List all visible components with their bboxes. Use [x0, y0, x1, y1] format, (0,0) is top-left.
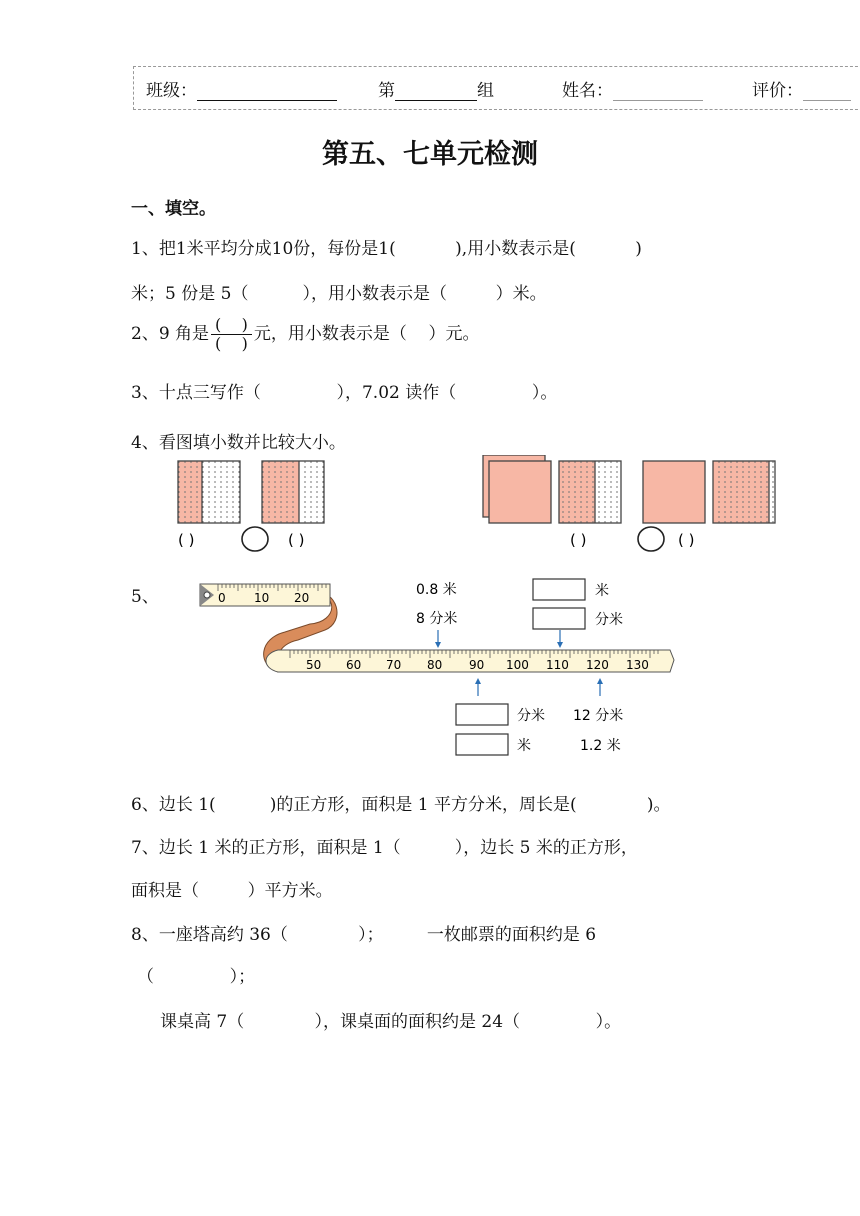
name-field — [562, 76, 703, 101]
decimal-grid-figures — [170, 455, 790, 555]
question-4: 4、看图填小数并比较大小。 — [131, 433, 346, 453]
question-2-prefix: 2、9 角是 — [131, 324, 210, 344]
question-7-line-2: 面积是（ ）平方米。 — [131, 881, 333, 901]
compare-circle-left[interactable] — [242, 527, 268, 551]
grade-field — [752, 76, 851, 101]
blank-left-1[interactable]: ( ) — [178, 531, 195, 549]
question-2-suffix: 元，用小数表示是（ ）元。 — [253, 324, 480, 344]
answer-box-lower-m[interactable] — [456, 734, 508, 755]
blank-left-2[interactable]: ( ) — [288, 531, 305, 549]
arrow-down-110 — [557, 630, 563, 648]
question-8-line-1: 8、一座塔高约 36（ ）； 一枚邮票的面积约是 6 — [131, 925, 597, 945]
group-prefix: 第 — [378, 81, 395, 101]
fraction-denominator[interactable]: ( ) — [215, 334, 248, 353]
blank-right-2[interactable]: ( ) — [678, 531, 695, 549]
answer-box-upper-dm[interactable] — [533, 608, 585, 629]
label-8-dm: 8 分米 — [416, 611, 458, 627]
compare-circle-right[interactable] — [638, 527, 664, 551]
question-3: 3、十点三写作（ ），7.02 读作（ ）。 — [131, 383, 558, 403]
question-2 — [131, 316, 480, 353]
question-5-number: 5、 — [131, 587, 159, 607]
unit-lower-dm: 分米 — [517, 708, 545, 724]
fraction-numerator[interactable]: ( ) — [211, 316, 252, 335]
page-title: 第五、七单元检测 — [322, 139, 538, 170]
section-heading: 一、填空。 — [131, 199, 216, 219]
tape-label-60: 60 — [346, 658, 362, 672]
tape-label-120: 120 — [586, 658, 609, 672]
question-7-line-1: 7、边长 1 米的正方形，面积是 1（ ），边长 5 米的正方形， — [131, 838, 638, 858]
tape-label-90: 90 — [469, 658, 485, 672]
tape-label-80: 80 — [427, 658, 443, 672]
tape-label-70: 70 — [386, 658, 402, 672]
name-blank[interactable] — [613, 82, 703, 101]
tape-label-110: 110 — [546, 658, 569, 672]
tape-label-top-20: 20 — [294, 591, 310, 605]
unit-upper-dm: 分米 — [595, 612, 623, 628]
tape-label-130: 130 — [626, 658, 649, 672]
name-label: 姓名： — [562, 81, 613, 101]
group-suffix: 组 — [477, 81, 494, 101]
question-8-line-3: 课桌高 7（ ），课桌面的面积约是 24（ ）。 — [160, 1012, 622, 1032]
grid-figure-left-1 — [178, 461, 240, 523]
tape-label-top-0: 0 — [218, 591, 226, 605]
arrow-down-80 — [435, 630, 441, 648]
tape-label-top-10: 10 — [254, 591, 270, 605]
arrow-up-88 — [475, 678, 481, 696]
grid-figure-left-2 — [262, 461, 324, 523]
unit-lower-m: 米 — [517, 738, 531, 754]
question-6: 6、边长 1( )的正方形，面积是 1 平方分米，周长是( )。 — [131, 795, 671, 815]
measuring-tape-figure — [190, 572, 690, 767]
class-label: 班级： — [146, 81, 197, 101]
tape-label-100: 100 — [506, 658, 529, 672]
group-field — [378, 76, 494, 101]
grid-figure-right-2 — [643, 461, 775, 523]
class-blank[interactable] — [197, 82, 337, 101]
question-8-line-2: （ ）； — [137, 967, 256, 987]
tape-label-50: 50 — [306, 658, 322, 672]
tape-top — [200, 584, 330, 606]
class-field — [146, 76, 337, 101]
blank-right-1[interactable]: ( ) — [570, 531, 587, 549]
label-0-8-m: 0.8 米 — [416, 582, 457, 598]
unit-upper-m: 米 — [595, 583, 609, 599]
fraction — [211, 316, 252, 353]
question-1-line-2: 米；5 份是 5（ ），用小数表示是（ ）米。 — [131, 284, 547, 304]
answer-box-upper-m[interactable] — [533, 579, 585, 600]
tape-main — [266, 650, 674, 672]
answer-box-lower-dm[interactable] — [456, 704, 508, 725]
grade-label: 评价： — [752, 81, 803, 101]
arrow-up-120 — [597, 678, 603, 696]
label-12-dm: 12 分米 — [573, 708, 624, 724]
label-1-2-m: 1.2 米 — [580, 738, 621, 754]
question-1-line-1: 1、把1米平均分成10份，每份是1( ),用小数表示是( ) — [131, 239, 642, 259]
group-blank[interactable] — [395, 82, 477, 101]
grid-figure-right-1 — [483, 455, 621, 523]
grade-blank[interactable] — [803, 82, 851, 101]
